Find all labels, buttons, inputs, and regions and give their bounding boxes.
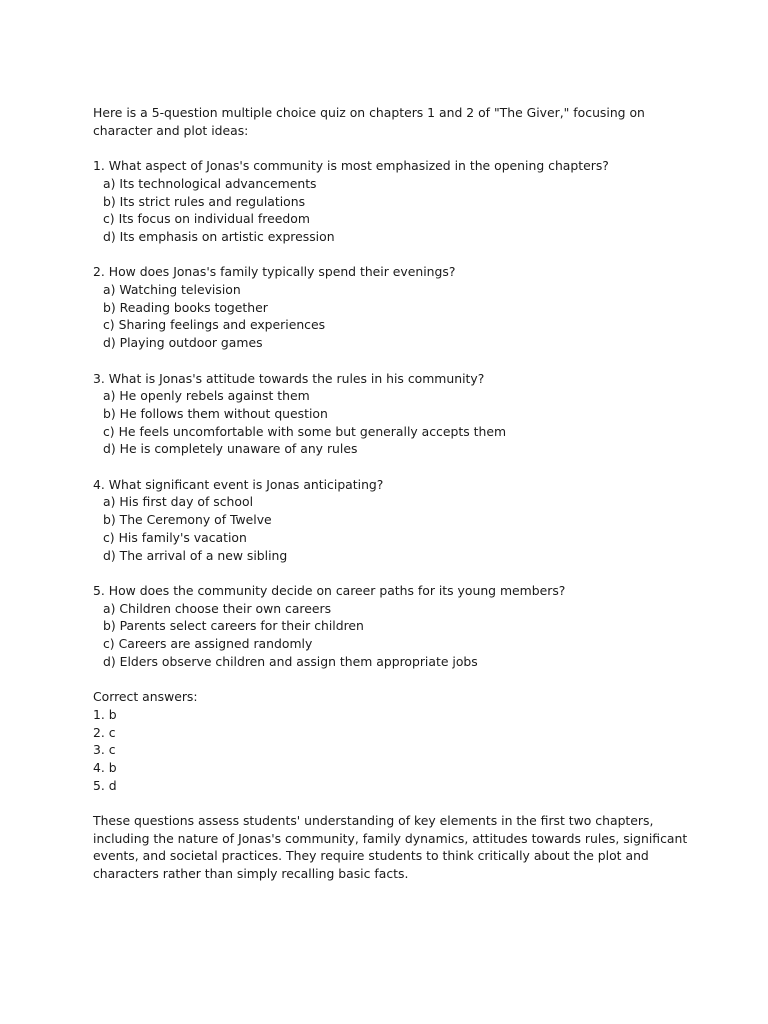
option-a: a) His first day of school bbox=[103, 494, 254, 510]
intro-paragraph: Here is a 5-question multiple choice quiz on chapters 1 and 2 of "The Giver," focusing on character and plot ideas: bbox=[93, 105, 649, 138]
question-1 bbox=[93, 157, 688, 246]
option-c: c) Its focus on individual freedom bbox=[103, 211, 310, 227]
option-d: d) He is completely unaware of any rules bbox=[103, 441, 358, 457]
question-text: 5. How does the community decide on career paths for its young members? bbox=[93, 582, 566, 598]
answer-key-label: Correct answers: bbox=[93, 689, 198, 705]
answer-1: 1. b bbox=[93, 706, 117, 722]
option-c: c) Sharing feelings and experiences bbox=[103, 317, 326, 333]
option-d: d) Its emphasis on artistic expression bbox=[103, 228, 335, 244]
question-text: 4. What significant event is Jonas anticipating? bbox=[93, 476, 384, 492]
option-d: d) Elders observe children and assign them appropriate jobs bbox=[103, 653, 478, 669]
option-b: b) The Ceremony of Twelve bbox=[103, 512, 272, 528]
question-5 bbox=[93, 582, 688, 671]
question-3 bbox=[93, 370, 688, 459]
question-text: 1. What aspect of Jonas's community is most emphasized in the opening chapters? bbox=[93, 158, 609, 174]
answer-3: 3. c bbox=[93, 742, 116, 758]
option-b: b) Reading books together bbox=[103, 299, 268, 315]
option-b: b) Its strict rules and regulations bbox=[103, 193, 306, 209]
option-d: d) The arrival of a new sibling bbox=[103, 547, 288, 563]
answer-4: 4. b bbox=[93, 759, 117, 775]
answer-5: 5. d bbox=[93, 777, 117, 793]
question-4 bbox=[93, 476, 688, 565]
option-a: a) Its technological advancements bbox=[103, 175, 317, 191]
option-a: a) Children choose their own careers bbox=[103, 600, 332, 616]
question-text: 3. What is Jonas's attitude towards the rules in his community? bbox=[93, 370, 485, 386]
answer-2: 2. c bbox=[93, 724, 116, 740]
question-2 bbox=[93, 263, 688, 352]
option-c: c) He feels uncomfortable with some but generally accepts them bbox=[103, 423, 507, 439]
closing-paragraph: These questions assess students' understanding of key elements in the first two chapters, including the nature of Jonas's community, family dynamics, attitudes towards rules, significant events, and societal practices. They require students to think critically about the plot and characters rather than simply recalling basic facts. bbox=[93, 813, 692, 882]
option-b: b) He follows them without question bbox=[103, 405, 328, 421]
option-b: b) Parents select careers for their children bbox=[103, 618, 364, 634]
option-a: a) Watching television bbox=[103, 282, 241, 297]
option-c: c) Careers are assigned randomly bbox=[103, 636, 313, 652]
option-d: d) Playing outdoor games bbox=[103, 335, 263, 351]
question-text: 2. How does Jonas's family typically spend their evenings? bbox=[93, 264, 456, 280]
option-a: a) He openly rebels against them bbox=[103, 388, 310, 404]
answer-key bbox=[93, 688, 688, 794]
option-c: c) His family's vacation bbox=[103, 529, 247, 545]
